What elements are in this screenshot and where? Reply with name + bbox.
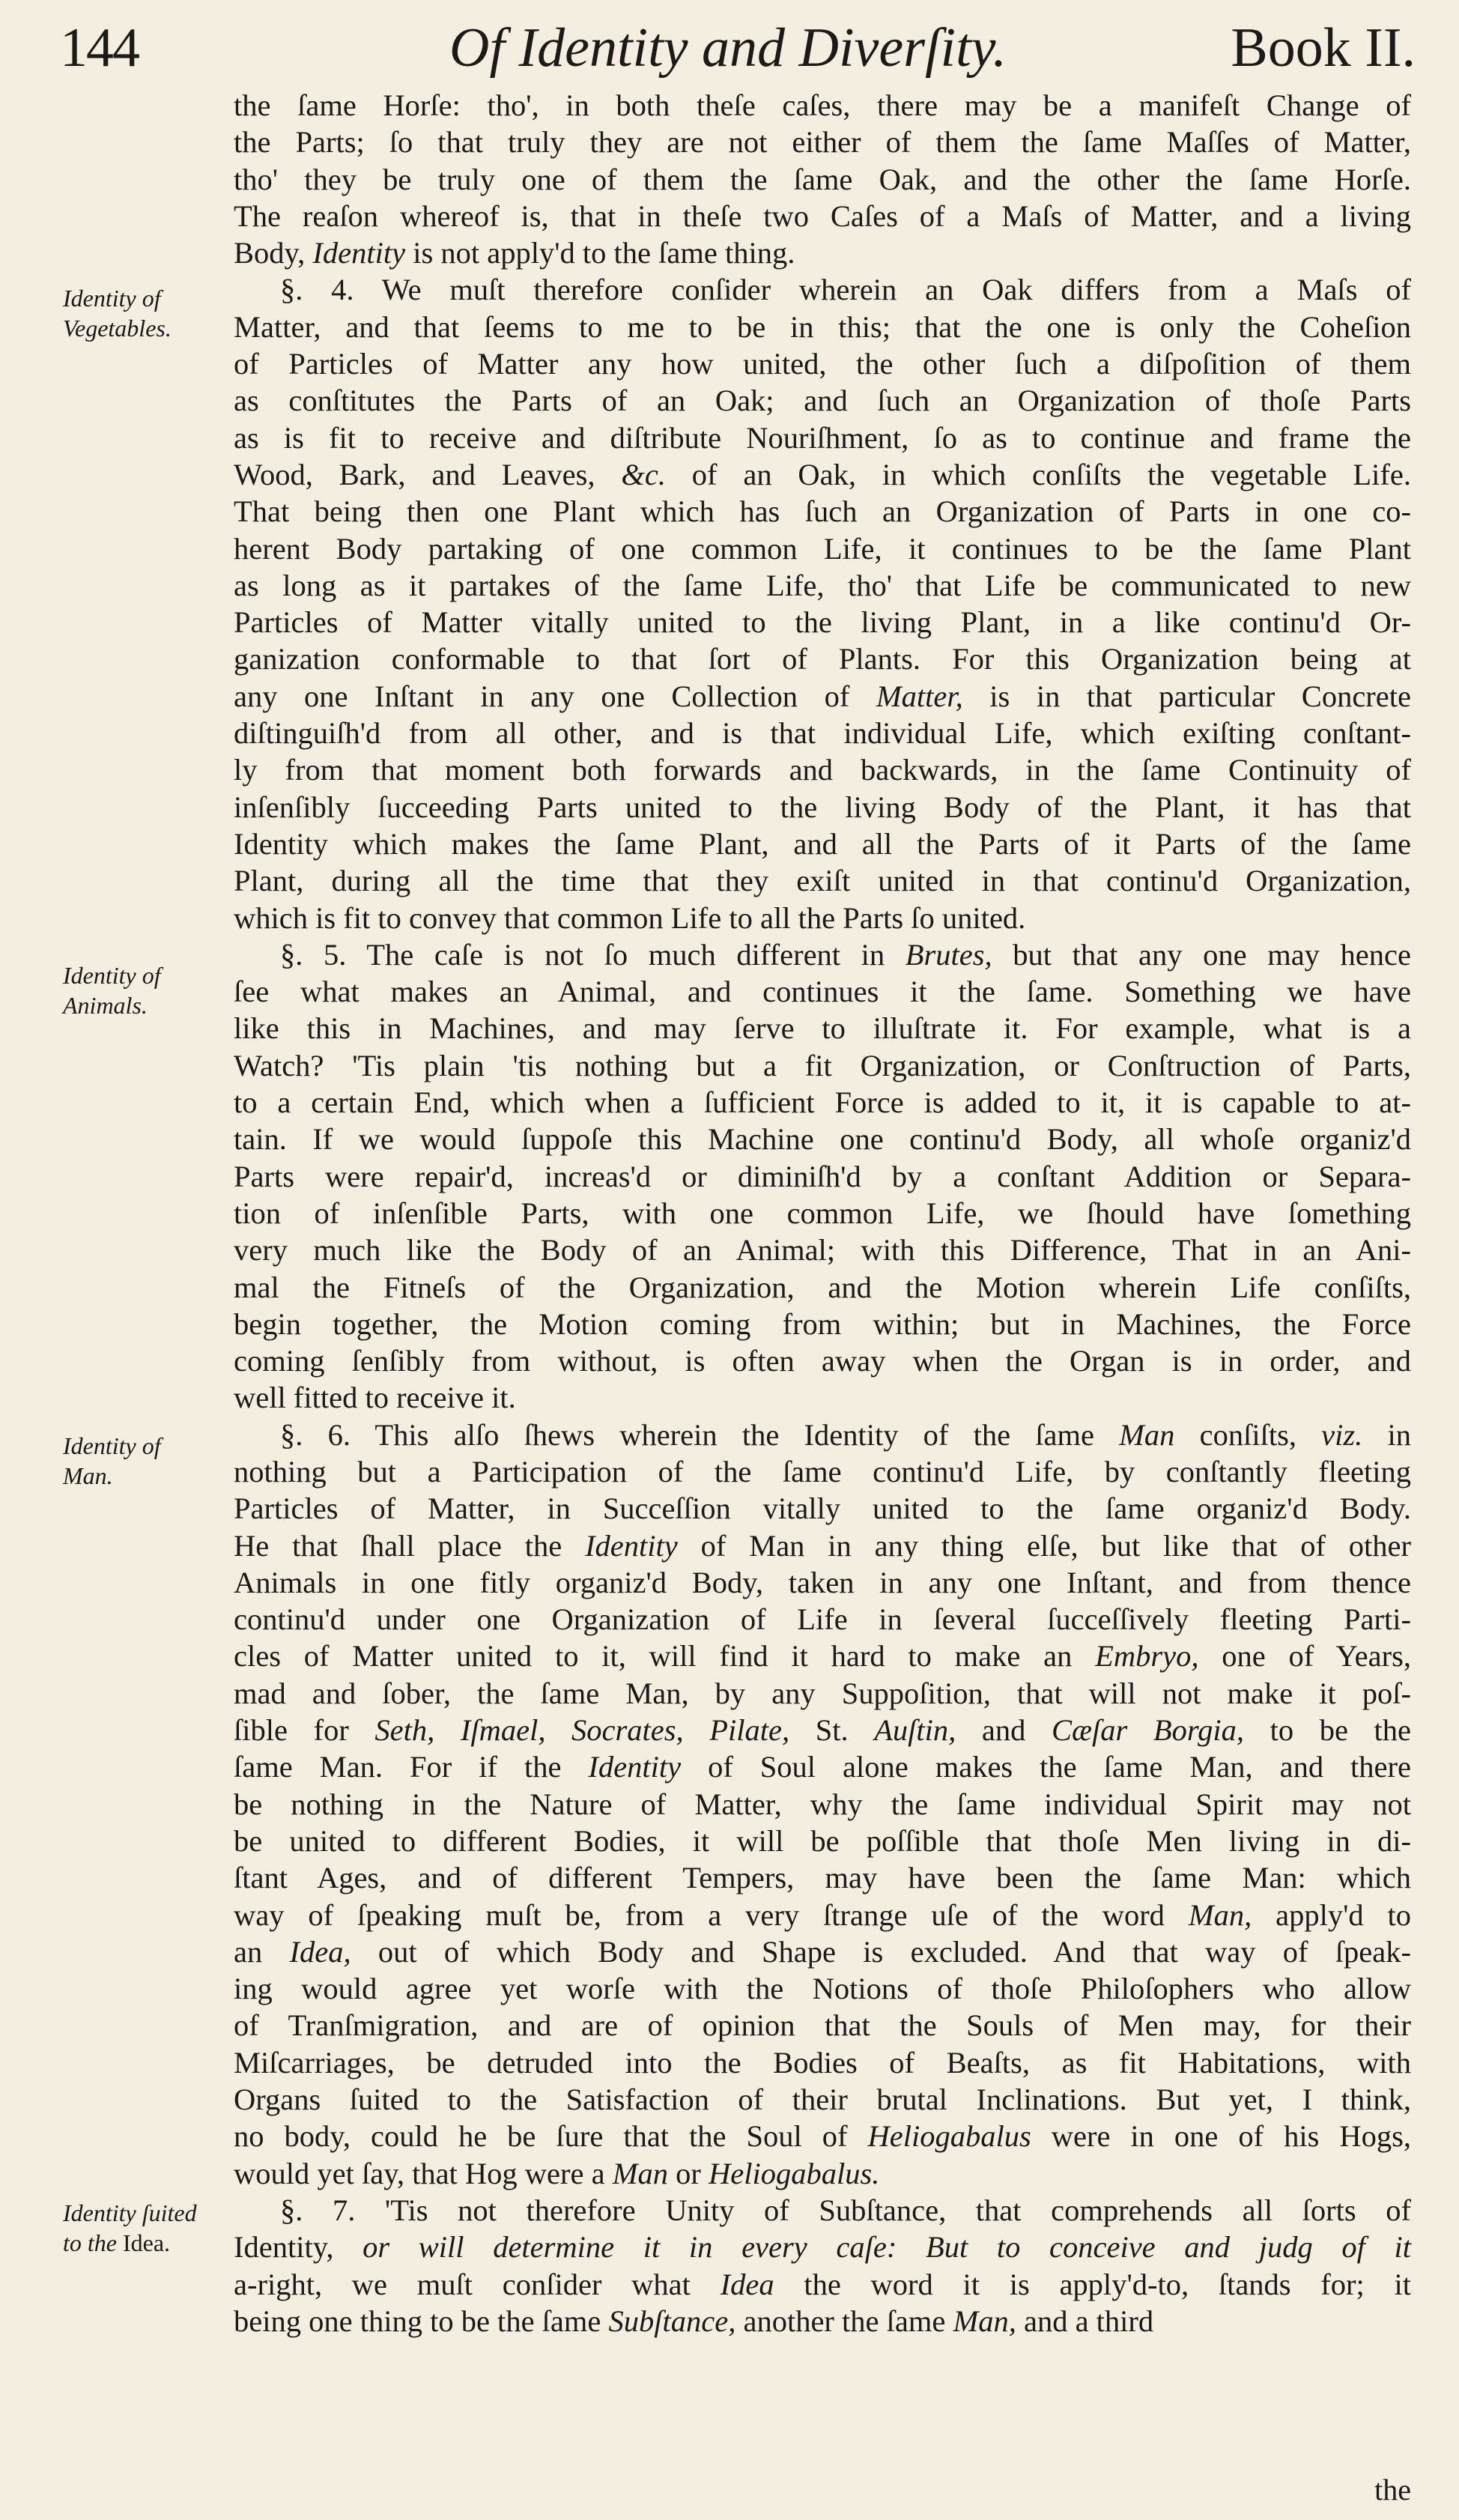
text-line: §. 5. The caſe is not ſo much different in Brutes, but that any one may hence — [280, 937, 1411, 972]
text-line: would yet ſay, that Hog were a Man or Heliogabalus. — [234, 2156, 880, 2190]
text-line: cles of Matter united to it, will find it hard to make an Embryo, one of Years, — [234, 1639, 1411, 1674]
text-line: ſee what makes an Animal, and continues it the ſame. Something we have — [234, 975, 1411, 1009]
text-line: to a certain End, which when a ſufficient Force is added to it, it is capable to at- — [234, 1085, 1411, 1120]
text-line: well fitted to receive it. — [234, 1381, 516, 1415]
text-line: Identity which makes the ſame Plant, and all the Parts of it Parts of the ſame — [234, 826, 1411, 861]
margin-note-line: Animals. — [63, 992, 148, 1019]
text-line: a-right, we muſt conſider what Idea the word it is apply'd-to, ſtands for; it — [234, 2267, 1412, 2301]
text-line: ganization conformable to that ſort of Plants. For this Organization being at — [234, 642, 1411, 676]
text-line: Wood, Bark, and Leaves, &c. of an Oak, in which conſiſts the vegetable Life. — [234, 457, 1411, 491]
text-line: Particles of Matter, in Succeſſion vitally united to the ſame organiz'd Body. — [234, 1491, 1411, 1526]
margin-note-line: Identity of — [63, 962, 161, 989]
page-header — [60, 16, 1416, 84]
margin-note-animals — [63, 960, 228, 1020]
text-line: continu'd under one Organization of Life in ſeveral ſucceſſively fleeting Parti- — [234, 1602, 1411, 1637]
text-line: ſible for Seth, Iſmael, Socrates, Pilate, St. Auſtin, and Cæſar Borgia, to be the — [234, 1713, 1411, 1748]
margin-note-line: Identity of — [63, 285, 161, 312]
text-line: being one thing to be the ſame Subſtance, another the ſame Man, and a third — [234, 2304, 1154, 2338]
text-line: §. 6. This alſo ſhews wherein the Identity of the ſame Man conſiſts, viz. in — [280, 1417, 1411, 1452]
text-line: That being then one Plant which has ſuch an Organization of Parts in one co- — [234, 494, 1411, 529]
margin-note-line: Identity of — [63, 1432, 161, 1459]
text-line: tho' they be truly one of them the ſame Oak, and the other the ſame Horſe. — [234, 162, 1411, 196]
text-line: like this in Machines, and may ſerve to illuſtrate it. For example, what is a — [234, 1011, 1411, 1046]
text-line: Particles of Matter vitally united to the living Plant, in a like continu'd Or- — [234, 605, 1411, 640]
text-line: very much like the Body of an Animal; with this Difference, That in an Ani- — [234, 1233, 1411, 1267]
text-line: begin together, the Motion coming from within; but in Machines, the Force — [234, 1306, 1411, 1341]
text-line: be nothing in the Nature of Matter, why the ſame individual Spirit may not — [234, 1787, 1411, 1821]
text-line: §. 7. 'Tis not therefore Unity of Subſtance, that comprehends all ſorts of — [280, 2193, 1411, 2227]
text-line: ing would agree yet worſe with the Notions of thoſe Philoſophers who allow — [234, 1972, 1411, 2006]
text-line: Watch? 'Tis plain 'tis nothing but a fit Organization, or Conſtruction of Parts, — [234, 1048, 1411, 1082]
text-line: nothing but a Participation of the ſame continu'd Life, by conſtantly fleeting — [234, 1454, 1411, 1488]
text-line: which is fit to convey that common Life to all the Parts ſo united. — [234, 900, 1026, 935]
text-line: as long as it partakes of the ſame Life, tho' that Life be communicated to new — [234, 568, 1411, 602]
paragraph-continued — [234, 87, 1411, 271]
text-line: ly from that moment both forwards and backwards, in the ſame Continuity of — [234, 753, 1411, 787]
text-line: of Tranſmigration, and are of opinion that the Souls of Men may, for their — [234, 2008, 1411, 2043]
margin-note-vegetables — [63, 283, 228, 343]
text-line: Plant, during all the time that they exiſt united in that continu'd Organization, — [234, 864, 1411, 898]
text-line: coming ſenſibly from without, is often away when the Organ is in order, and — [234, 1344, 1411, 1378]
text-line: as is fit to receive and diſtribute Nouriſhment, ſo as to continue and frame the — [234, 420, 1411, 455]
text-line: Parts were repair'd, increas'd or diminiſh'd by a conſtant Addition or Separa- — [234, 1159, 1411, 1193]
text-line: §. 4. We muſt therefore conſider wherein an Oak differs from a Maſs of — [280, 273, 1411, 307]
text-line: the Parts; ſo that truly they are not either of them the ſame Maſſes of Matter, — [234, 125, 1411, 160]
text-line: Animals in one fitly organiz'd Body, taken in any one Inſtant, and from thence — [234, 1565, 1411, 1599]
paragraph-section-6 — [234, 1417, 1411, 2192]
text-line: ſtant Ages, and of different Tempers, may have been the ſame Man: which — [234, 1861, 1411, 1895]
text-line: of Particles of Matter any how united, the other ſuch a diſpoſition of them — [234, 347, 1411, 381]
paragraph-section-7 — [234, 2192, 1411, 2339]
text-line: way of ſpeaking muſt be, from a very ſtrange uſe of the word Man, apply'd to — [234, 1897, 1412, 1932]
catchword: the — [1374, 2473, 1411, 2507]
text-line: mad and ſober, the ſame Man, by any Suppoſition, that will not make it poſ- — [234, 1676, 1411, 1710]
text-line: tain. If we would ſuppoſe this Machine one continu'd Body, all whoſe organiz'd — [234, 1122, 1411, 1157]
text-line: mal the Fitneſs of the Organization, and the Motion wherein Life conſiſts, — [234, 1270, 1411, 1304]
text-line: as conſtitutes the Parts of an Oak; and ſuch an Organization of thoſe Parts — [234, 384, 1411, 418]
margin-note-line: Vegetables. — [63, 315, 172, 342]
margin-note-line: Identity ſuited — [63, 2199, 197, 2226]
text-line: Organs ſuited to the Satisfaction of their brutal Inclinations. But yet, I think, — [234, 2083, 1411, 2117]
margin-note-idea — [63, 2198, 228, 2258]
margin-note-man — [63, 1431, 228, 1491]
text-line: The reaſon whereof is, that in theſe two Caſes of a Maſs of Matter, and a living — [234, 199, 1411, 233]
text-line: an Idea, out of which Body and Shape is excluded. And that way of ſpeak- — [234, 1934, 1411, 1969]
text-line: tion of inſenſible Parts, with one common Life, we ſhould have ſomething — [234, 1196, 1411, 1230]
running-title: Of Identity and Diverſity. — [449, 17, 1007, 79]
margin-note-line: to the Idea. — [63, 2229, 171, 2256]
text-line: herent Body partaking of one common Life, it continues to be the ſame Plant — [234, 531, 1411, 566]
text-line: Miſcarriages, be detruded into the Bodies of Beaſts, as fit Habitations, with — [234, 2045, 1411, 2080]
page-number: 144 — [60, 17, 139, 79]
text-line: diſtinguiſh'd from all other, and is that individual Life, which exiſting conſtant- — [234, 716, 1411, 751]
text-line: the ſame Horſe: tho', in both theſe caſes, there may be a manifeſt Change of — [234, 88, 1411, 122]
text-line: ſame Man. For if the Identity of Soul alone makes the ſame Man, and there — [234, 1750, 1411, 1784]
text-line: Identity, or will determine it in every caſe: But to conceive and judg of it — [234, 2230, 1411, 2265]
text-line: inſenſibly ſucceeding Parts united to the living Body of the Plant, it has that — [234, 790, 1411, 824]
text-line: be united to different Bodies, it will be poſſible that thoſe Men living in di- — [234, 1823, 1411, 1858]
text-line: He that ſhall place the Identity of Man in any thing elſe, but like that of other — [234, 1528, 1411, 1563]
margin-note-line: Man. — [63, 1462, 113, 1489]
book-label: Book II. — [1231, 17, 1416, 79]
paragraph-section-4 — [234, 271, 1411, 936]
text-line: any one Inſtant in any one Collection of Matter, is in that particular Concrete — [234, 679, 1411, 713]
paragraph-section-5 — [234, 936, 1411, 1417]
text-line: no body, could he be ſure that the Soul of Heliogabalus were in one of his Hogs, — [234, 2119, 1411, 2154]
body-text — [234, 87, 1411, 2339]
text-line: Body, Identity is not apply'd to the ſame thing. — [234, 236, 795, 270]
text-line: Matter, and that ſeems to me to be in this; that the one is only the Coheſion — [234, 309, 1411, 344]
